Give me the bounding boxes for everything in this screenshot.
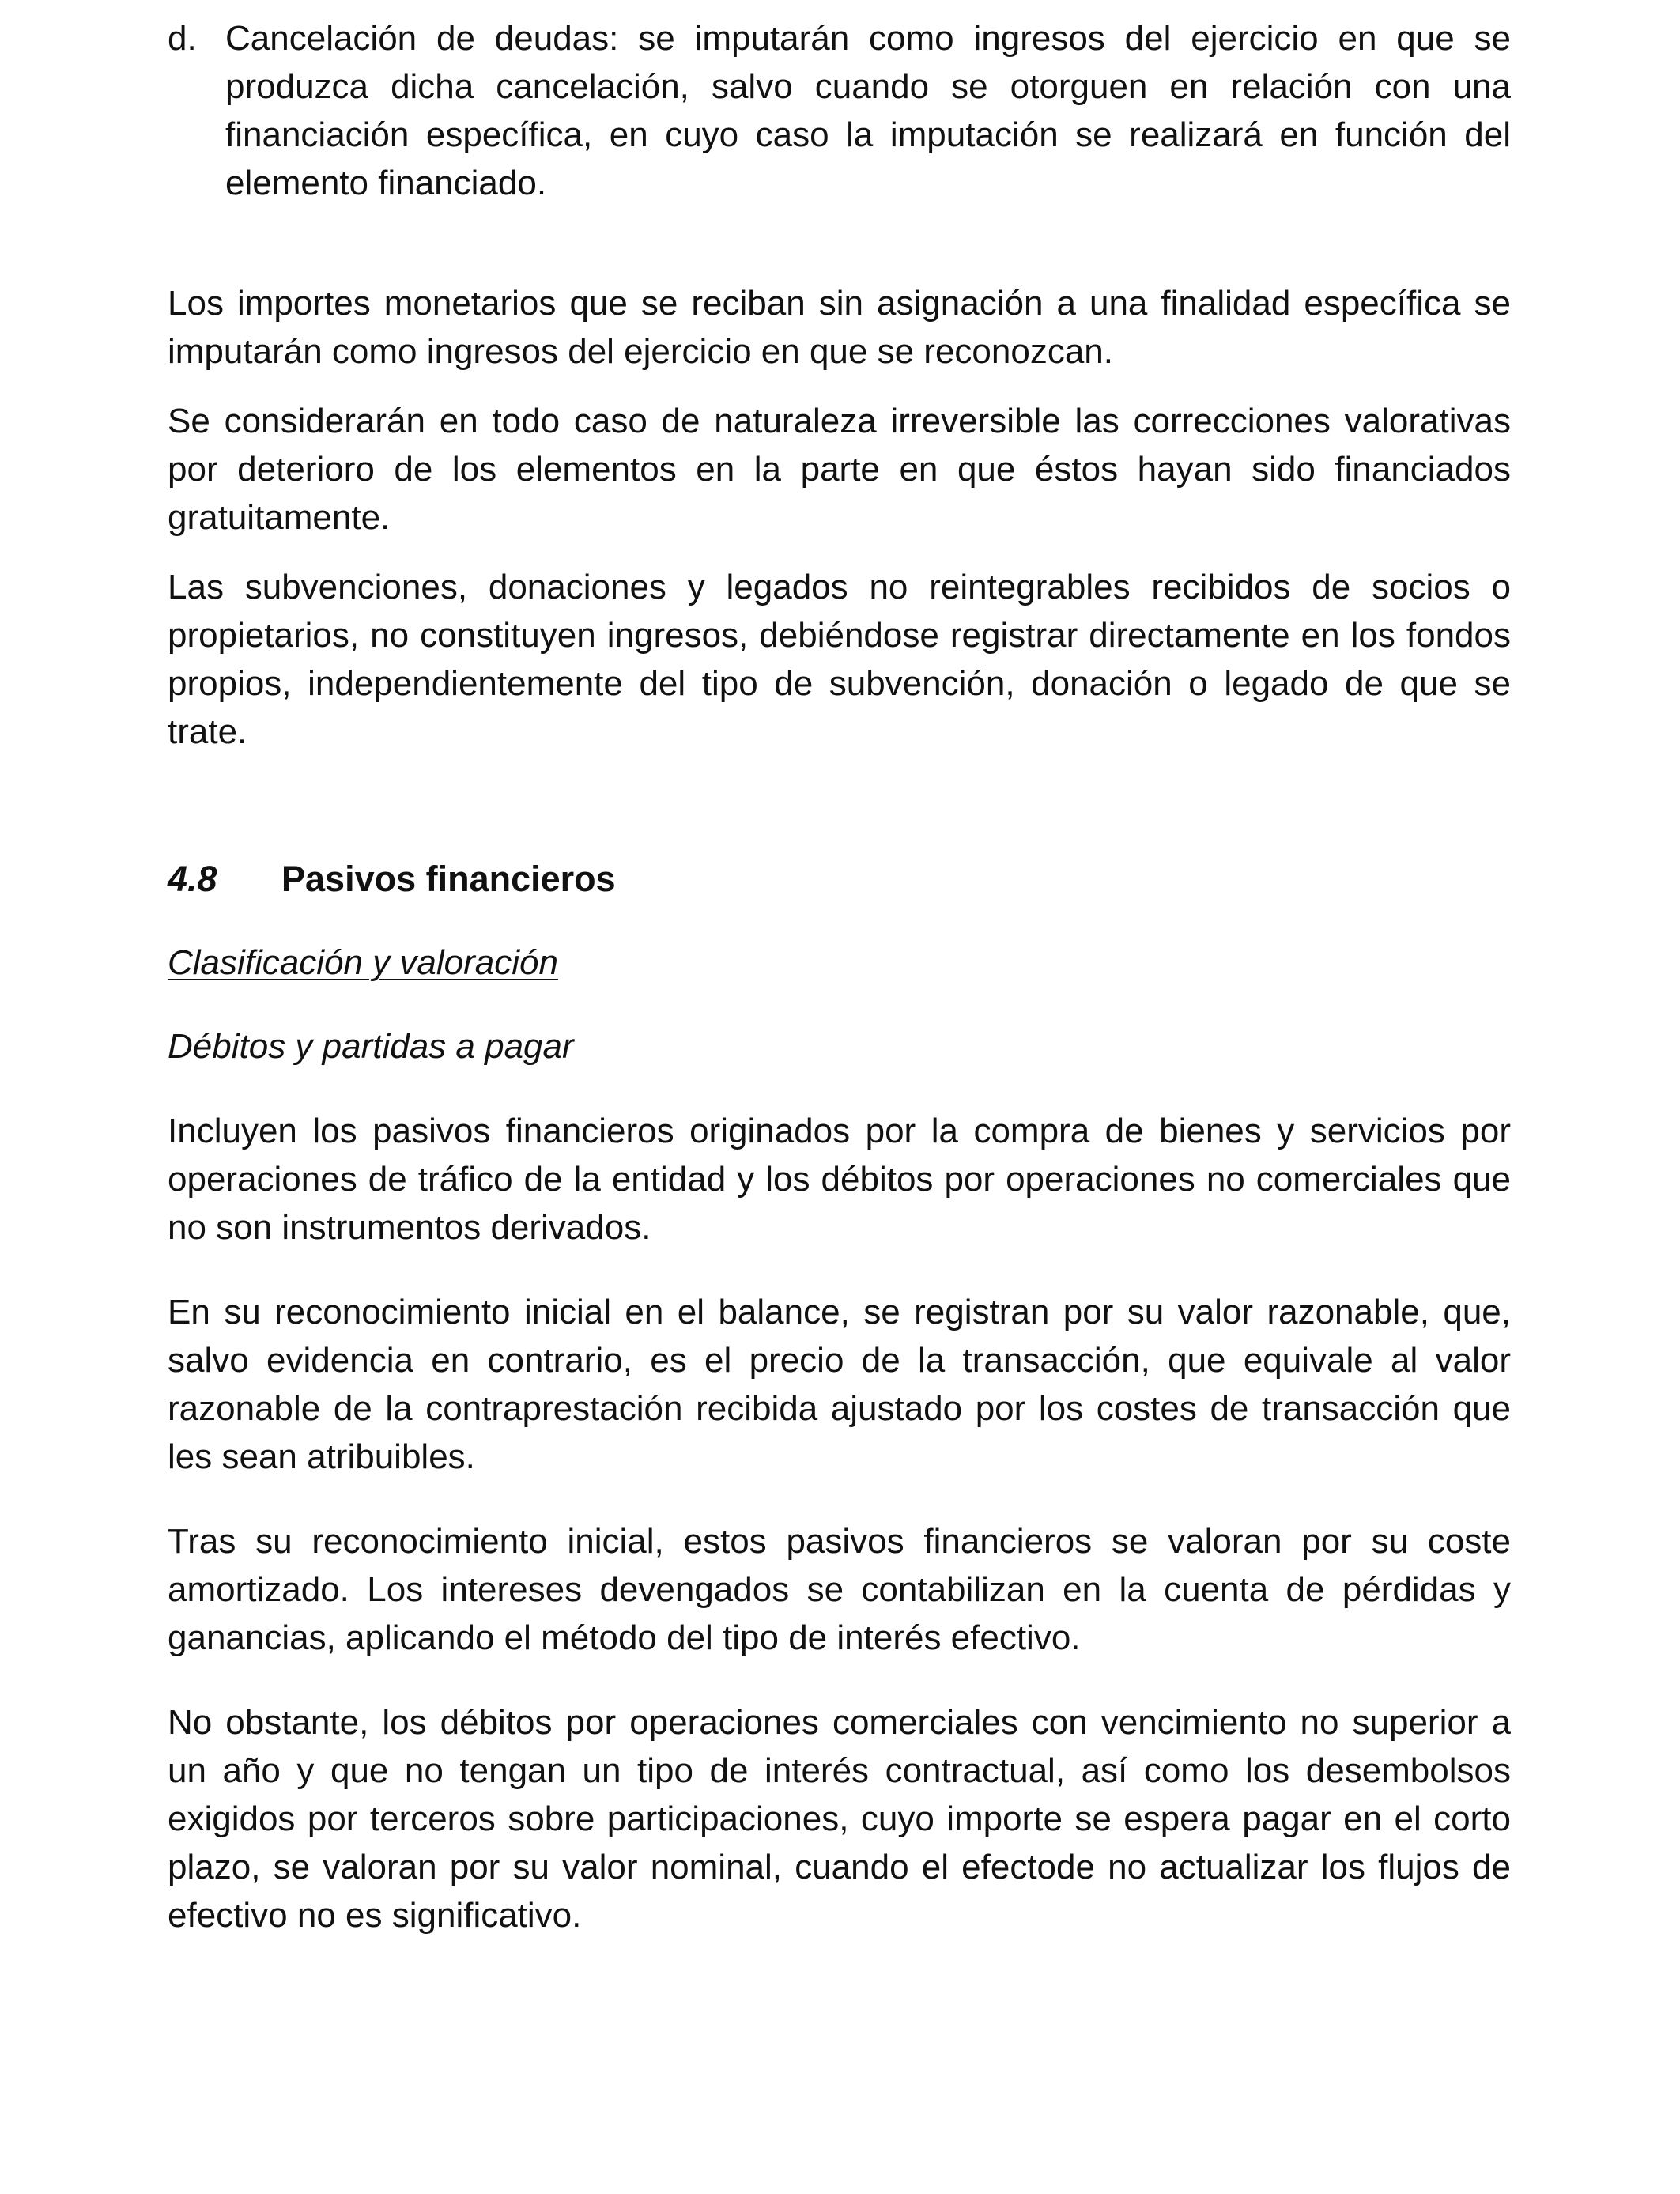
paragraph-financial-liabilities: Incluyen los pasivos financieros originados por la compra de bienes y servicios por operaciones de tráfico de la entidad y los débitos por operaciones no comerciales que no son instrumentos derivados. [168,1112,1511,1247]
paragraph-unassigned-amounts: Los importes monetarios que se reciban sin asignación a una finalidad específica se imputarán como ingresos del ejercicio en que se reconozcan. [168,284,1511,371]
paragraph-non-refundable-grants: Las subvenciones, donaciones y legados no reintegrables recibidos de socios o propietarios, no constituyen ingresos, debiéndose registrar directamente en los fondos propios, independientemente del tipo de subvención, donación o legado de que se trate. [168,568,1511,751]
paragraph-initial-recognition: En su reconocimiento inicial en el balance, se registran por su valor razonable, que, salvo evidencia en contrario, es el precio de la transacción, que equivale al valor razonable de la contraprestación recibida ajustado por los costes de transacción que les sean atribuibles. [168,1293,1511,1476]
section-number: 4.8 [168,859,217,899]
list-item-d [0,14,1511,207]
list-marker: d. [168,19,197,58]
subheading-classification: Clasificación y valoración [168,943,558,982]
paragraph-irreversible-corrections: Se considerarán en todo caso de naturaleza irreversible las correcciones valorativas por deterioro de los elementos en la parte en que éstos hayan sido financiados gratuitamente. [168,402,1511,537]
paragraph-nominal-value: No obstante, los débitos por operaciones comerciales con vencimiento no superior a un año y que no tengan un tipo de interés contractual, así como los desembolsos exigidos por terceros sobre participaciones, cuyo importe se espera pagar en el corto plazo, se valoran por su valor nominal, cuando el efectode no actualizar los flujos de efectivo no es significativo. [168,1703,1511,1935]
list-item-text: Cancelación de deudas: se imputarán como ingresos del ejercicio en que se produzca dicha cancelación, salvo cuando se otorguen en relación con una financiación específica, en cuyo caso la imputación se realizará en función del elemento financiado. [225,19,1511,202]
subheading-debits-payables: Débitos y partidas a pagar [168,1027,574,1066]
section-heading [168,855,1511,903]
section-title: Pasivos financieros [281,859,616,899]
paragraph-amortized-cost: Tras su reconocimiento inicial, estos pasivos financieros se valoran por su coste amortizado. Los intereses devengados se contabilizan en la cuenta de pérdidas y ganancias, aplicando el método del tipo de interés efectivo. [168,1522,1511,1657]
